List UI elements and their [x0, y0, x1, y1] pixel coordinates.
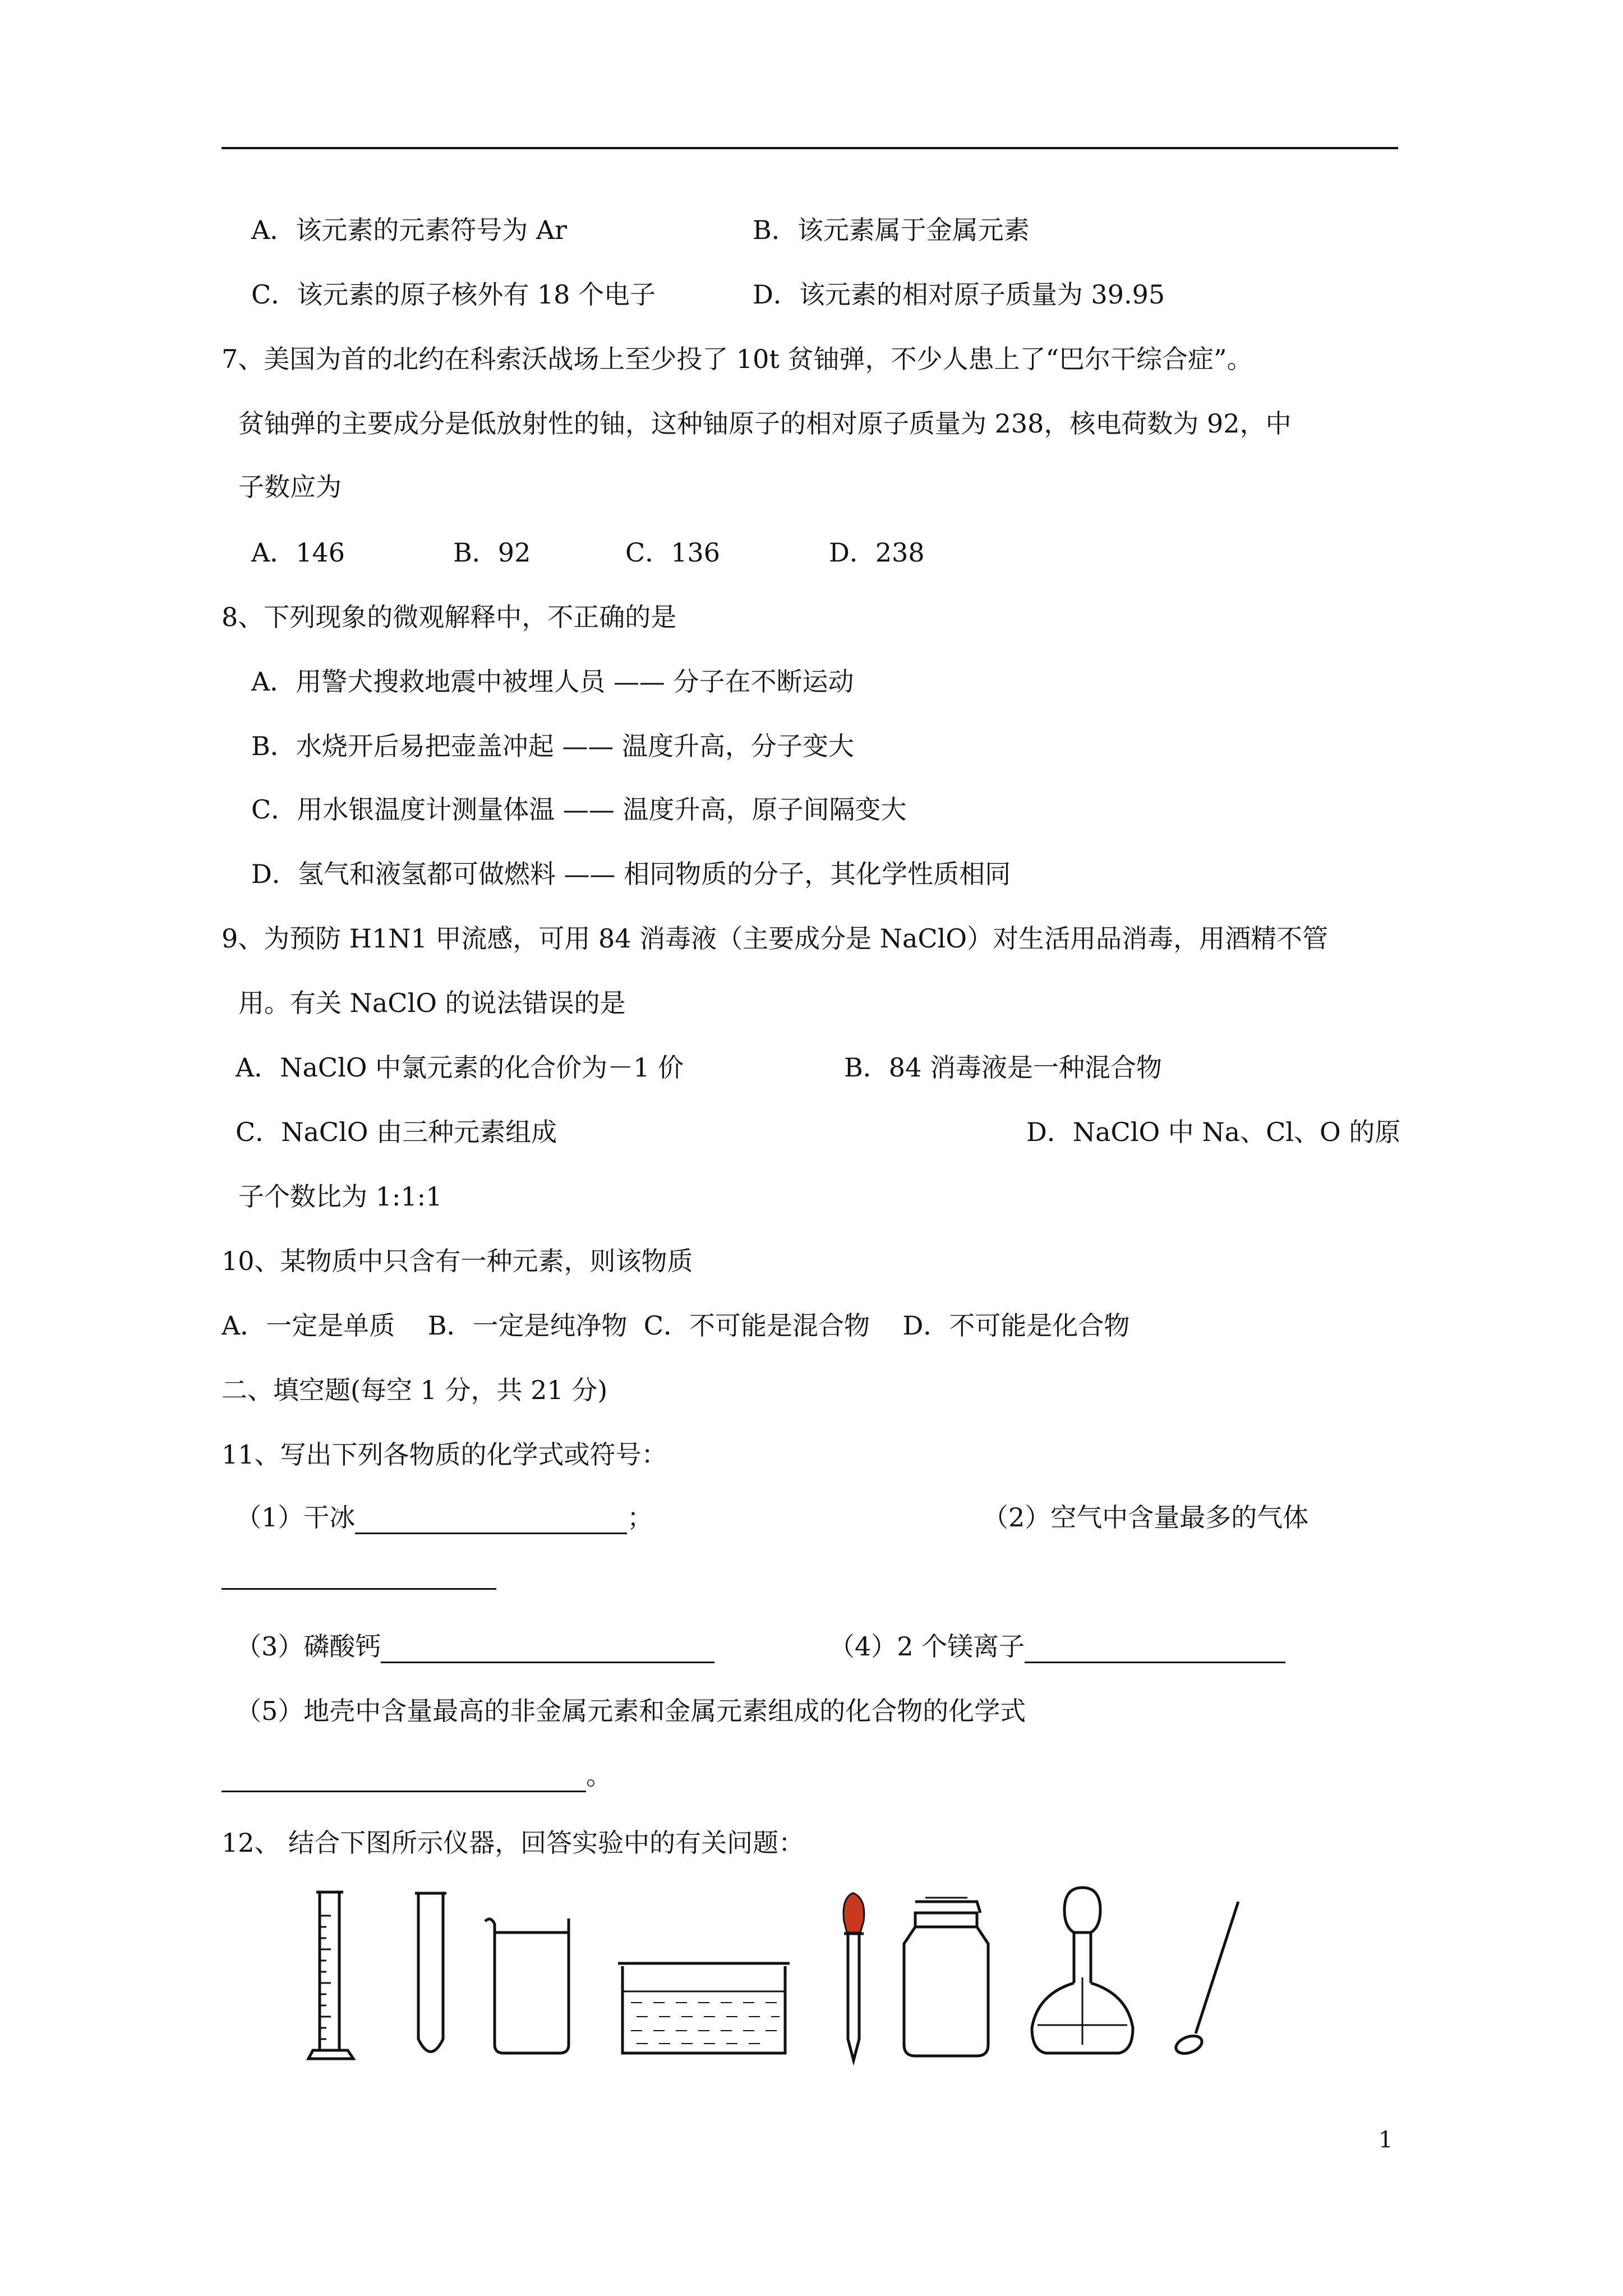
- q9-option-b: B．84 消毒液是一种混合物: [844, 1052, 1162, 1083]
- q8-option-d: D．氢气和液氢都可做燃料 —— 相同物质的分子，其化学性质相同: [251, 859, 1011, 889]
- q11-part-4: [829, 1630, 1285, 1663]
- q10-options: A．一定是单质 B．一定是纯净物 C．不可能是混合物 D．不可能是化合物: [222, 1310, 1130, 1341]
- q8-option-a: A．用警犬搜救地震中被埋人员 —— 分子在不断运动: [251, 666, 854, 697]
- q7-stem-line-1: 7、美国为首的北约在科索沃战场上至少投了 10t 贫铀弹，不少人患上了“巴尔干综合症”。: [222, 344, 1253, 374]
- q12-stem: 12、 结合下图所示仪器，回答实验中的有关问题：: [222, 1828, 805, 1858]
- q9-stem-line-1: 9、为预防 H1N1 甲流感，可用 84 消毒液（主要成分是 NaClO）对生活用品消毒，用酒精不管: [222, 923, 1329, 954]
- water-trough-icon: [618, 1963, 790, 2053]
- q8-option-c: C．用水银温度计测量体温 —— 温度升高，原子间隔变大: [251, 794, 907, 825]
- answer-blank-4[interactable]: [1025, 1635, 1285, 1663]
- q11-part-1: [236, 1501, 653, 1534]
- section-heading: 二、填空题(每空 1 分，共 21 分): [222, 1375, 608, 1405]
- q6-option-d: D．该元素的相对原子质量为 39.95: [753, 279, 1165, 310]
- answer-blank-2[interactable]: [222, 1561, 496, 1590]
- q9-stem-line-2: 用。有关 NaClO 的说法错误的是: [238, 988, 626, 1018]
- q8-stem: 8、下列现象的微观解释中，不正确的是: [222, 602, 677, 632]
- q9-option-d-continued: 子个数比为 1:1:1: [238, 1181, 442, 1212]
- q11-part-2-label: （2）空气中含量最多的气体: [983, 1502, 1309, 1533]
- q7-option-a: A．146: [251, 537, 345, 568]
- q9-option-c: C．NaClO 由三种元素组成: [236, 1117, 557, 1147]
- combustion-spoon-icon: [1174, 1902, 1238, 2056]
- q6-option-a: A．该元素的元素符号为 Ar: [251, 215, 568, 245]
- q11-part-3: [236, 1630, 714, 1663]
- q6-option-c: C．该元素的原子核外有 18 个电子: [251, 279, 656, 310]
- page-number: 1: [1378, 2127, 1393, 2153]
- answer-blank-1[interactable]: [355, 1506, 627, 1534]
- q11-part-5: [222, 1759, 612, 1792]
- q7-option-b: B．92: [453, 537, 531, 568]
- lab-instruments-figure: [292, 1882, 1301, 2073]
- answer-blank-3[interactable]: [381, 1635, 714, 1663]
- test-tube-icon: [415, 1893, 446, 2052]
- q8-option-b: B．水烧开后易把壶盖冲起 —— 温度升高，分子变大: [251, 731, 855, 761]
- q10-stem: 10、某物质中只含有一种元素，则该物质: [222, 1246, 693, 1276]
- q7-option-d: D．238: [829, 537, 925, 568]
- q7-stem-line-3: 子数应为: [238, 472, 342, 502]
- alcohol-lamp-icon: [1032, 1888, 1133, 2053]
- header-rule: [222, 147, 1398, 149]
- q6-option-b: B．该元素属于金属元素: [753, 215, 1030, 245]
- q11-part-4-label: （4）2 个镁离子: [829, 1631, 1025, 1662]
- beaker-icon: [485, 1918, 569, 2053]
- answer-blank-5[interactable]: [222, 1764, 586, 1792]
- gas-jar-icon: [904, 1898, 988, 2056]
- q11-part-1-end: ；: [627, 1502, 653, 1533]
- graduated-cylinder-icon: [308, 1892, 353, 2059]
- q9-option-d: D．NaClO 中 Na、Cl、O 的原: [1026, 1117, 1401, 1147]
- q9-option-a: A．NaClO 中氯元素的化合价为－1 价: [236, 1052, 684, 1083]
- q11-part-3-label: （3）磷酸钙: [236, 1631, 381, 1662]
- q11-part-5-label: （5）地壳中含量最高的非金属元素和金属元素组成的化合物的化学式: [236, 1696, 1026, 1726]
- q11-part-5-end: 。: [586, 1760, 612, 1791]
- q11-part-1-label: （1）干冰: [236, 1502, 356, 1533]
- q7-option-c: C．136: [625, 537, 720, 568]
- q11-stem: 11、写出下列各物质的化学式或符号：: [222, 1439, 667, 1470]
- q7-stem-line-2: 贫铀弹的主要成分是低放射性的铀，这种铀原子的相对原子质量为 238，核电荷数为 92，中: [238, 408, 1292, 439]
- dropper-icon: [843, 1893, 864, 2060]
